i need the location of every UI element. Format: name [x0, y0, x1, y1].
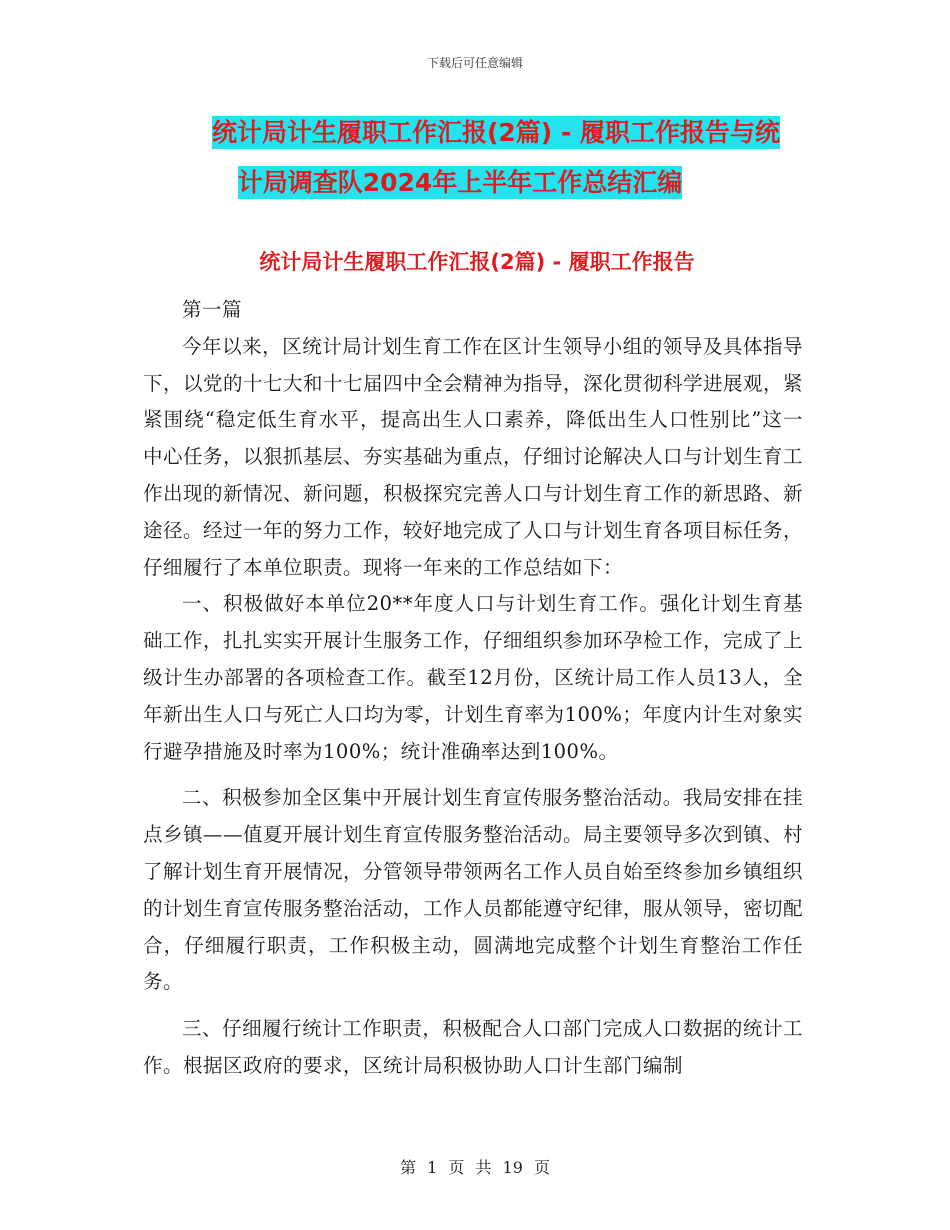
title-line-1-text: 统计局计生履职工作汇报(2篇) - 履职工作报告与统 — [211, 118, 781, 147]
document-title — [0, 108, 950, 208]
paragraph-intro: 今年以来，区统计局计划生育工作在区计生领导小组的领导及具体指导下，以党的十七大和十七届四中全会精神为指导，深化贯彻科学进展观，紧紧围绕“稳定低生育水平，提高出生人口素养，降低出生人口性别比”这一中心任务，以狠抓基层、夯实基础为重点，仔细讨论解决人口与计划生育工作出现的新情况、新问题，积极探究完善人口与计划生育工作的新思路、新途径。经过一年的努力工作，较好地完成了人口与计划生育各项目标任务，仔细履行了本单位职责。现将一年来的工作总结如下： — [143, 334, 804, 579]
paragraph-one: 一、积极做好本单位20**年度人口与计划生育工作。强化计划生育基础工作，扎扎实实开展计生服务工作，仔细组织参加环孕检工作，完成了上级计生办部署的各项检查工作。截至12月份，区统计局工作人员13人，全年新出生人口与死亡人口均为零，计划生育率为100%；年度内计生对象实行避孕措施及时率为100%；统计准确率达到100%。 — [143, 592, 804, 763]
paragraph-three: 三、仔细履行统计工作职责，积极配合人口部门完成人口数据的统计工作。根据区政府的要求，区统计局积极协助人口计生部门编制 — [143, 1017, 803, 1077]
title-line-2 — [0, 158, 950, 208]
page-number-footer: 第 1 页 共 19 页 — [400, 1158, 550, 1177]
paragraph-two: 二、积极参加全区集中开展计划生育宣传服务整治活动。我局安排在挂点乡镇——值夏开展计划生育宣传服务整治活动。局主要领导多次到镇、村了解计划生育开展情况，分管领导带领两名工作人员自始至终参加乡镇组织的计划生育宣传服务整治活动，工作人员都能遵守纪律，服从领导，密切配合，仔细履行职责，工作积极主动，圆满地完成整个计划生育整治工作任务。 — [143, 786, 804, 994]
section-title: 统计局计生履职工作汇报(2篇) - 履职工作报告 — [259, 250, 695, 274]
section-label: 第一篇 — [182, 298, 243, 321]
title-line-1 — [0, 108, 950, 158]
title-line-2-text: 计局调查队2024年上半年工作总结汇编 — [237, 168, 683, 197]
header-note: 下载后可任意编辑 — [426, 56, 523, 70]
document-body — [143, 292, 803, 1085]
